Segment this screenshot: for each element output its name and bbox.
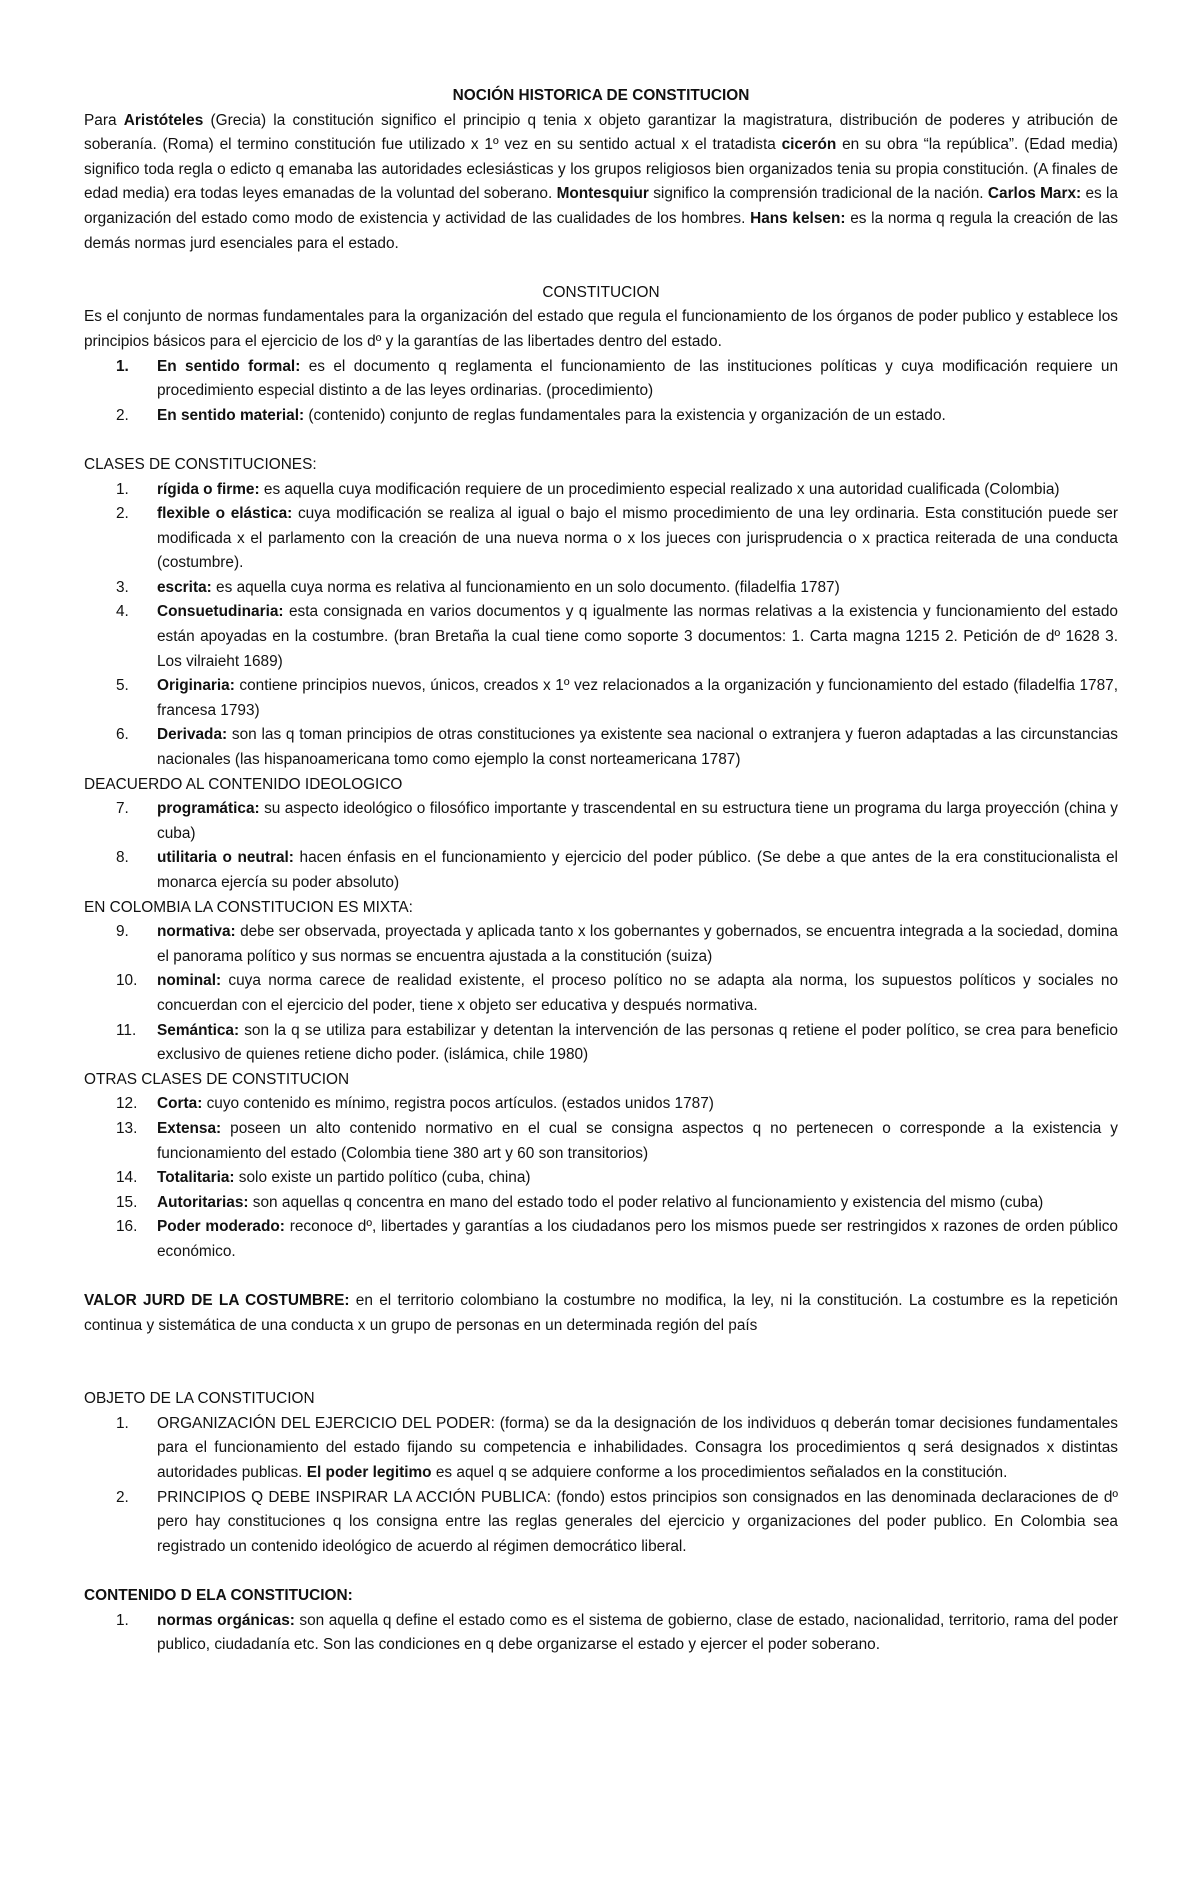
list-contenido (84, 1609, 1118, 1658)
bold-text: Totalitaria: (157, 1169, 235, 1187)
list-item-number: 8. (116, 849, 129, 867)
list-clases-basicas (84, 478, 1118, 773)
paragraph-constitucion: Es el conjunto de normas fundamentales para la organización del estado que regula el funcionamiento de los órganos de poder publico y establece los principios básicos para el ejercicio de los dº y la garantías de las libertades dentro del estado. (84, 308, 1118, 350)
text-run: solo existe un partido político (cuba, china) (234, 1169, 531, 1187)
list-item (84, 797, 1118, 846)
paragraph-nocion (84, 109, 1118, 257)
list-item (84, 846, 1118, 895)
bold-text: Carlos Marx: (987, 185, 1082, 203)
bold-text: Corta: (157, 1095, 203, 1113)
text-run: hacen énfasis en el funcionamiento y ejercicio del poder público. (Se debe a que antes de la era constitucionalista el monarca ejercía su poder absoluto) (157, 849, 1118, 891)
list-item (84, 1412, 1118, 1486)
text-run: (contenido) conjunto de reglas fundamentales para la existencia y organización de un estado. (304, 406, 946, 424)
list-item (84, 478, 1118, 503)
text-run: son aquella q define el estado como es el sistema de gobierno, clase de estado, nacionalidad, territorio, rama del poder publico, ciudadanía etc. Son las condiciones en q debe organizarse el estado y ejercer el poder soberano. (157, 1611, 1118, 1654)
list-item-number: 10. (116, 972, 138, 990)
bold-text: cicerón (781, 136, 837, 154)
paragraph-valor-costumbre (84, 1289, 1118, 1338)
bold-text: normas orgánicas: (157, 1611, 295, 1629)
text-run: es aquel q se adquiere conforme a los procedimientos señalados en la constitución. (431, 1464, 1008, 1482)
text-run: es aquella cuya norma es relativa al funcionamiento en un solo documento. (filadelfia 1787) (211, 578, 840, 596)
bold-text: rígida o firme: (157, 480, 260, 498)
list-item (84, 1609, 1118, 1658)
list-clases-ideologico (84, 797, 1118, 895)
list-item-number: 16. (116, 1218, 138, 1236)
list-item-number: 1. (116, 1611, 129, 1629)
list-objeto (84, 1412, 1118, 1560)
spacer (84, 1559, 1118, 1584)
list-constitucion-sentidos (84, 355, 1118, 429)
spacer (84, 1338, 1118, 1387)
spacer (84, 1265, 1118, 1290)
list-item (84, 674, 1118, 723)
list-item (84, 1166, 1118, 1191)
bold-text: En sentido formal: (157, 357, 301, 375)
document-body (84, 84, 1118, 1658)
text-run: cuya norma carece de realidad existente, el proceso político no se adapta ala norma, los supuestos políticos y sociales no concuerdan con el ejercicio del poder, tiene x objeto ser educativa y después normativa. (157, 972, 1118, 1014)
list-item (84, 1215, 1118, 1264)
list-item (84, 502, 1118, 576)
text-run: cuya modificación se realiza al igual o bajo el mismo procedimiento de una ley ordinaria. Esta constitución puede ser modificada x el parlamento con la creación de una nueva norma o x los jueces con jurisprudencia o x practica reiterada de una conducta (costumbre). (157, 505, 1118, 572)
bold-text: Montesquiur (556, 185, 649, 203)
text-run: contiene principios nuevos, únicos, creados x 1º vez relacionados a la organización y funcionamiento del estado (filadelfia 1787, francesa 1793) (157, 677, 1118, 719)
list-item-number: 11. (116, 1021, 137, 1039)
list-item-number: 13. (116, 1119, 138, 1137)
text-run: ORGANIZACIÓN DEL EJERCICIO DEL PODER: (forma) se da la designación de los individuos q deberán tomar decisiones fundamentales para el funcionamiento del estado fijando su competencia e inhabilidades. Consagra los procedimientos q será designados x distintas autoridades publicas. (157, 1414, 1118, 1482)
bold-text: VALOR JURD DE LA COSTUMBRE: (84, 1292, 350, 1310)
list-item-number: 1. (116, 480, 129, 498)
subheading-colombia: EN COLOMBIA LA CONSTITUCION ES MIXTA: (84, 898, 413, 916)
list-clases-colombia (84, 920, 1118, 1068)
bold-text: Aristóteles (123, 111, 204, 129)
list-item (84, 576, 1118, 601)
list-item-number: 7. (116, 800, 129, 818)
list-item-number: 5. (116, 677, 129, 695)
bold-text: normativa: (157, 923, 236, 941)
list-item-number: 2. (116, 1488, 129, 1506)
text-run: poseen un alto contenido normativo en el cual se consigna aspectos q no pertenecen o corresponde a la existencia y funcionamiento del estado (Colombia tiene 380 art y 60 son transitorios) (157, 1119, 1118, 1162)
list-item (84, 404, 1118, 429)
text-run: es la norma q regula la creación de las demás normas jurd esenciales para el estado. (84, 209, 1118, 252)
text-run: en el territorio colombiano la costumbre no modifica, la ley, ni la constitución. La costumbre es la repetición continua y sistemática de una conducta x un grupo de personas en un determinada región del país (84, 1292, 1118, 1334)
bold-text: El poder legitimo (306, 1464, 432, 1482)
list-item-number: 6. (116, 726, 129, 744)
bold-text: Consuetudinaria: (157, 603, 284, 621)
bold-text: Extensa: (157, 1119, 222, 1137)
text-run: es el documento q reglamenta el funcionamiento de las instituciones políticas y cuya modificación requiere un procedimiento especial distinto a de las leyes ordinarias. (procedimiento) (157, 357, 1119, 400)
text-run: es la organización del estado como modo de existencia y actividad de las cualidades de los hombres. (84, 185, 1118, 227)
list-item (84, 969, 1118, 1018)
spacer (84, 256, 1118, 281)
bold-text: flexible o elástica: (157, 505, 293, 523)
list-item (84, 1486, 1118, 1560)
text-run: son las q toman principios de otras constituciones ya existente sea nacional o extranjera y fueron adaptadas a las circunstancias nacionales (las hispanoamericana tomo como ejemplo la const norteamericana 1787) (157, 726, 1118, 769)
list-item-number: 14. (116, 1169, 138, 1187)
list-item (84, 920, 1118, 969)
text-run: cuyo contenido es mínimo, registra pocos artículos. (estados unidos 1787) (202, 1095, 714, 1113)
bold-text: programática: (157, 800, 260, 818)
list-item-number: 2. (116, 505, 129, 523)
text-run: PRINCIPIOS Q DEBE INSPIRAR LA ACCIÓN PUBLICA: (fondo) estos principios son consignados en las denominada declaraciones de dº pero hay constituciones q los consigna entre las reglas generales del ejercicio y organizaciones del poder publico. En Colombia sea registrado un contenido ideológico de acuerdo al régimen democrático liberal. (157, 1488, 1118, 1555)
list-item-number: 1. (116, 1414, 129, 1432)
list-item (84, 723, 1118, 772)
list-item (84, 1019, 1118, 1068)
bold-text: Poder moderado: (157, 1218, 285, 1236)
list-item (84, 1117, 1118, 1166)
text-run: significo la comprensión tradicional de la nación. (648, 185, 988, 203)
bold-text: escrita: (157, 578, 212, 596)
section-title-clases: CLASES DE CONSTITUCIONES: (84, 455, 317, 473)
bold-text: Originaria: (157, 677, 235, 695)
bold-text: Autoritarias: (157, 1193, 249, 1211)
text-run: son la q se utiliza para estabilizar y detentan la intervención de las personas q retiene el poder político, se crea para beneficio exclusivo de quienes retiene dicho poder. (islámica, chile 1980) (157, 1021, 1118, 1064)
section-title-objeto: OBJETO DE LA CONSTITUCION (84, 1390, 315, 1408)
list-item-number: 9. (116, 923, 129, 941)
text-run: su aspecto ideológico o filosófico importante y trascendental en su estructura tiene un programa du larga proyección (china y cuba) (157, 800, 1118, 842)
text-run: debe ser observada, proyectada y aplicada tanto x los gobernantes y gobernados, se encuentra integrada a la sociedad, domina el panorama político y sus normas se encuentra ajustada a la constitución (suiza) (157, 923, 1118, 965)
list-item-number: 12. (116, 1095, 138, 1113)
list-item-number: 3. (116, 578, 129, 596)
list-item-number: 1. (116, 357, 129, 375)
list-item (84, 1191, 1118, 1216)
bold-text: Derivada: (157, 726, 228, 744)
bold-text: En sentido material: (157, 406, 305, 424)
list-item-number: 15. (116, 1193, 138, 1211)
list-item (84, 355, 1118, 404)
bold-text: utilitaria o neutral: (157, 849, 294, 867)
text-run: Para (84, 111, 124, 129)
text-run: reconoce dº, libertades y garantías a los ciudadanos pero los mismos puede ser restringidos x razones de orden público económico. (157, 1218, 1118, 1260)
bold-text: Semántica: (157, 1021, 240, 1039)
list-clases-otras (84, 1092, 1118, 1264)
text-run: es aquella cuya modificación requiere de un procedimiento especial realizado x una autoridad cualificada (Colombia) (259, 480, 1060, 498)
list-item-number: 2. (116, 406, 129, 424)
section-title-contenido: CONTENIDO D ELA CONSTITUCION: (84, 1587, 353, 1605)
bold-text: nominal: (157, 972, 222, 990)
text-run: en su obra “la república”. (Edad media) significo toda regla o edicto q emanaba las autoridades eclesiásticas y los grupos religiosos bien organizados tenia su propia constitución. (A finales de edad media) era todas leyes emanadas de la voluntad del soberano. (84, 136, 1119, 203)
text-run: (Grecia) la constitución significo el principio q tenia x objeto garantizar la magistratura, distribución de poderes y atribución de soberanía. (Roma) el termino constitución fue utilizado x 1º vez en su sentido actual x el tratadista (84, 111, 1118, 154)
list-item (84, 1092, 1118, 1117)
text-run: son aquellas q concentra en mano del estado todo el poder relativo al funcionamiento y existencia del mismo (cuba) (248, 1193, 1044, 1211)
bold-text: Hans kelsen: (750, 209, 846, 227)
spacer (84, 428, 1118, 453)
subheading-otras: OTRAS CLASES DE CONSTITUCION (84, 1070, 350, 1088)
section-title-constitucion: CONSTITUCION (542, 283, 660, 301)
subheading-ideologico: DEACUERDO AL CONTENIDO IDEOLOGICO (84, 775, 403, 793)
list-item (84, 600, 1118, 674)
list-item-number: 4. (116, 603, 129, 621)
text-run: esta consignada en varios documentos y q igualmente las normas relativas a la existencia y funcionamiento del estado están apoyadas en la costumbre. (bran Bretaña la cual tiene como soporte 3 documentos: 1. Carta magna 1215 2. Petición de dº 1628 3. Los vilraieht 1689) (157, 603, 1118, 670)
section-title-nocion: NOCIÓN HISTORICA DE CONSTITUCION (452, 87, 750, 104)
